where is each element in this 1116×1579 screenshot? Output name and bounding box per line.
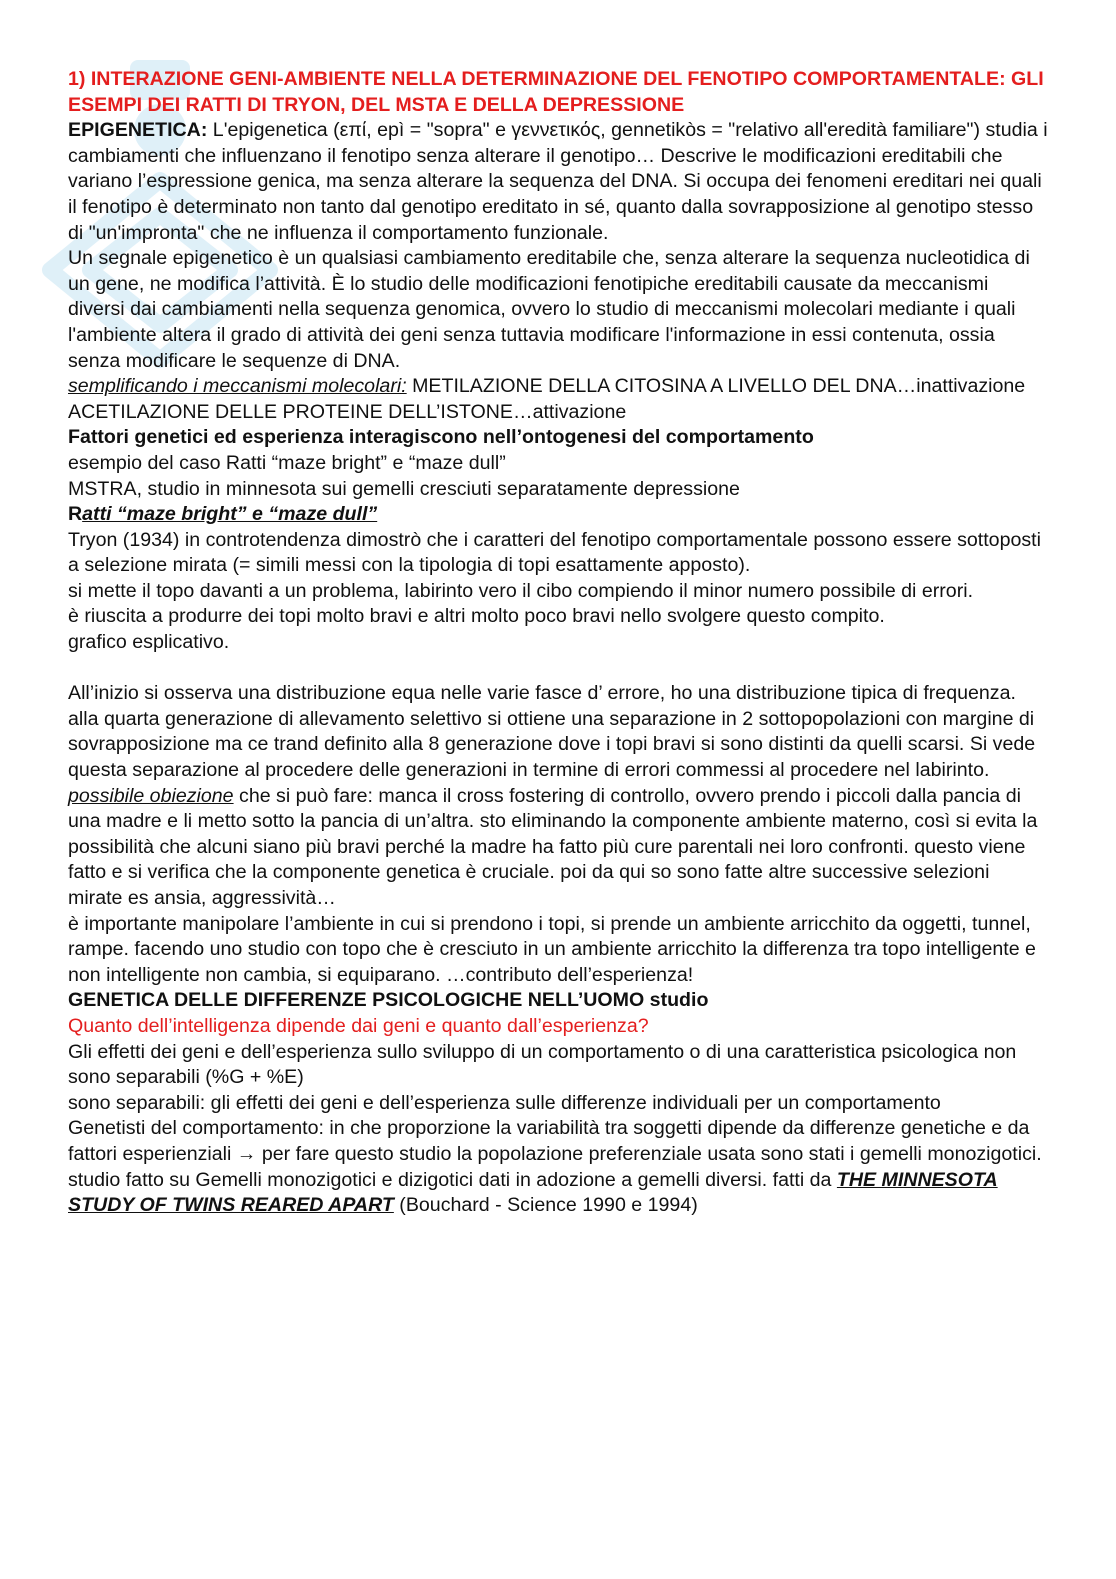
paragraph-tryon: Tryon (1934) in controtendenza dimostrò che i caratteri del fenotipo comportamentale possono essere sottoposti a selezione mirata (= simili messi con la tipologia di topi esattamente apposto). — [68, 528, 1041, 577]
paragraph-separabili: sono separabili: gli effetti dei geni e dell’esperienza sulle differenze individuali per un comportamento — [68, 1091, 941, 1114]
heading-ratti-rest: atti “maze bright” e “maze dull” — [82, 503, 378, 526]
heading-ratti-initial: R — [68, 503, 83, 526]
heading-genetica: GENETICA DELLE DIFFERENZE PSICOLOGICHE NELL’UOMO studio — [68, 989, 709, 1012]
bouchard-citation: (Bouchard - Science 1990 e 1994) — [393, 1194, 698, 1217]
paragraph-epigenetica — [68, 118, 1048, 246]
epigenetica-text: L'epigenetica (επί, epì = "sopra" e γεννετικός, gennetikòs = "relativo all'eredità familiare") studia i cambiamenti che influenzano il fenotipo senza alterare il genotipo… Descrive le modificazioni ereditabili che variano l’espressione genica, ma senza alterare la sequenza del DNA. Si occupa dei fenomeni ereditari nei quali il fenotipo è determinato non tanto dal genotipo ereditato in sé, quanto dalla sovrapposizione al genotipo stesso di "un'impronta" che ne influenza il comportamento funzionale. — [68, 119, 1048, 244]
paragraph-effetti: Gli effetti dei geni e dell’esperienza sullo sviluppo di un comportamento o di una caratteristica psicologica non sono separabili (%G + %E) — [68, 1040, 1017, 1089]
paragraph-genetisti: Genetisti del comportamento: in che proporzione la variabilità tra soggetti dipende da differenze genetiche e da fattori esperienziali → per fare questo studio la popolazione preferenziale usata sono stati i gemelli monozigotici. — [68, 1117, 1042, 1165]
mstra-study-title: THE MINNESOTA STUDY OF TWINS REARED APART — [68, 1168, 998, 1217]
paragraph-semplificando — [68, 374, 1048, 400]
paragraph-segnale: Un segnale epigenetico è un qualsiasi cambiamento ereditabile che, senza alterare la sequenza nucleotidica di un gene, ne modifica l’attività. È lo studio delle modificazioni fenotipiche ereditabili causate da meccanismi diversi dai cambiamenti nella sequenza genomica, ovvero lo studio di meccanismi molecolari mediante i quali l'ambiente altera il grado di attività dei geni senza tuttavia modificare l'informazione in essi contenuta, ossia senza modificare le sequenze di DNA. — [68, 247, 1030, 372]
obiezione-text: che si può fare: manca il cross fostering di controllo, ovvero prendo i piccoli dalla pancia di una madre e li metto sotto la pancia di un’altra. sto eliminando la componente ambiente materno, così si evita la possibilità che alcuni siano più bravi perché la madre ha fatto più cure parentali nei loro confronti. questo viene fatto e si verifica che la componente genetica è cruciale. poi da qui so sono fatte altre successive selezioni mirate es ansia, aggressività… — [68, 784, 1038, 909]
heading-fattori: Fattori genetici ed esperienza interagiscono nell’ontogenesi del comportamento — [68, 426, 814, 449]
semplificando-label: semplificando i meccanismi molecolari: — [68, 375, 407, 398]
obiezione-label: possibile obiezione — [68, 784, 234, 807]
paragraph-mstra: MSTRA, studio in minnesota sui gemelli cresciuti separatamente depressione — [68, 477, 740, 500]
paragraph-topo: si mette il topo davanti a un problema, labirinto vero il cibo compiendo il minor numero possibile di errori. — [68, 579, 974, 602]
studio-text: studio fatto su Gemelli monozigotici e dizigotici dati in adozione a gemelli diversi. fatti da — [68, 1168, 837, 1191]
paragraph-esempio: esempio del caso Ratti “maze bright” e “maze dull” — [68, 451, 506, 474]
paragraph-allinizio: All’inizio si osserva una distribuzione equa nelle varie fasce d’ errore, ho una distribuzione tipica di frequenza. — [68, 682, 1016, 705]
semplificando-text: METILAZIONE DELLA CITOSINA A LIVELLO DEL DNA…inattivazione — [406, 375, 1026, 398]
document-page — [68, 67, 1048, 1219]
paragraph-acetilazione: ACETILAZIONE DELLE PROTEINE DELL’ISTONE…attivazione — [68, 400, 627, 423]
epigenetica-label: EPIGENETICA: — [68, 119, 208, 142]
question-intelligenza: Quanto dell’intelligenza dipende dai geni e quanto dall’esperienza? — [68, 1014, 649, 1037]
paragraph-importante: è importante manipolare l’ambiente in cui si prendono i topi, si prende un ambiente arricchito da oggetti, tunnel, rampe. facendo uno studio con topo che è cresciuto in un ambiente arricchito la differenza tra topo intelligente e non intelligente non cambia, si equiparano. …contributo dell’esperienza! — [68, 912, 1036, 986]
paragraph-obiezione — [68, 784, 1048, 912]
blank-line — [68, 656, 1048, 682]
document-title: 1) INTERAZIONE GENI-AMBIENTE NELLA DETERMINAZIONE DEL FENOTIPO COMPORTAMENTALE: GLI ESEMPI DEI RATTI DI TRYON, DEL MSTA E DELLA DEPRESSIONE — [68, 68, 1044, 116]
paragraph-quarta: alla quarta generazione di allevamento selettivo si ottiene una separazione in 2 sottopopolazioni con margine di sovrapposizione ma ce trand definito alla 8 generazione dove i topi bravi si sono distinti da quelli scarsi. Si vede questa separazione al procedere delle generazioni in termine di errori commessi al procedere nel labirinto. — [68, 707, 1036, 782]
heading-ratti — [68, 502, 1048, 528]
paragraph-riuscita: è riuscita a produrre dei topi molto bravi e altri molto poco bravi nello svolgere questo compito. — [68, 605, 885, 628]
paragraph-grafico: grafico esplicativo. — [68, 631, 230, 654]
paragraph-studio — [68, 1168, 1048, 1219]
